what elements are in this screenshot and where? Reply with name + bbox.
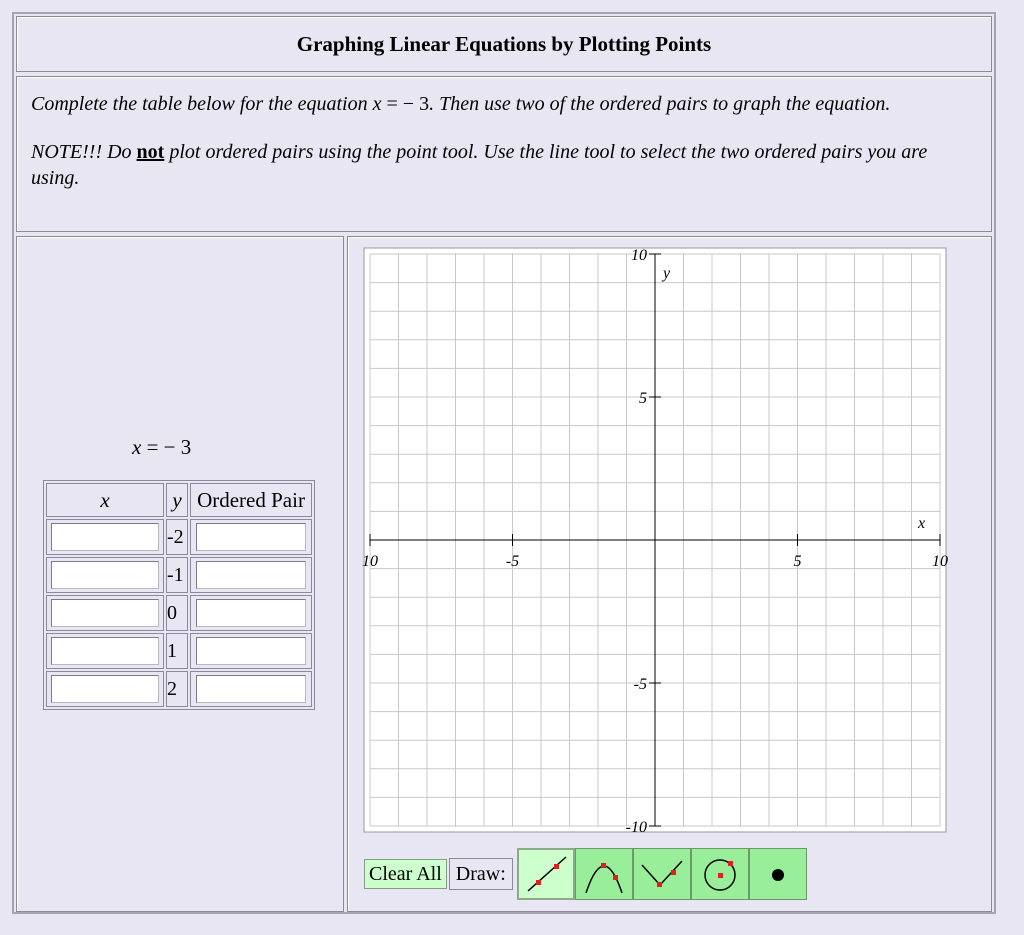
title-panel bbox=[16, 16, 992, 72]
table-row bbox=[46, 557, 312, 593]
y-tick-label: -5 bbox=[633, 676, 647, 693]
graph-panel bbox=[347, 236, 992, 912]
equation-value: − 3 bbox=[402, 93, 430, 115]
circle-tool-icon bbox=[696, 853, 744, 895]
draw-toolbar bbox=[364, 848, 807, 900]
graphing-canvas[interactable] bbox=[362, 247, 948, 836]
draw-label: Draw: bbox=[449, 858, 513, 890]
header-ordered-pair: Ordered Pair bbox=[190, 483, 312, 517]
header-x: x bbox=[46, 483, 164, 517]
y-axis-label: y bbox=[663, 265, 671, 282]
table-row bbox=[46, 633, 312, 669]
instructions-panel bbox=[16, 76, 992, 232]
x-tick-label: 10 bbox=[362, 553, 378, 570]
value-table bbox=[43, 480, 315, 710]
table-row bbox=[46, 671, 312, 707]
clear-all-button[interactable]: Clear All bbox=[364, 859, 447, 889]
point-tool-icon bbox=[754, 853, 802, 895]
note-suffix: plot ordered pairs using the point tool. Use the line tool to select the two ordered pairs you are using. bbox=[31, 141, 928, 189]
x-tick-label: -5 bbox=[505, 553, 520, 570]
point-tool-button[interactable] bbox=[749, 848, 807, 900]
y-tick-label: 10 bbox=[631, 247, 647, 264]
x-input-row-4[interactable] bbox=[51, 637, 159, 665]
tool-group bbox=[517, 848, 807, 900]
note-text bbox=[31, 139, 977, 191]
x-input-row-3[interactable] bbox=[51, 599, 159, 627]
x-input-row-2[interactable] bbox=[51, 561, 159, 589]
note-emphasis: not bbox=[136, 141, 165, 163]
x-tick-label: 5 bbox=[793, 553, 802, 570]
pair-input-row-1[interactable] bbox=[196, 523, 306, 551]
x-cell bbox=[46, 671, 164, 707]
absolute-value-tool-icon bbox=[638, 853, 686, 895]
header-y: y bbox=[166, 483, 188, 517]
pair-cell bbox=[190, 519, 312, 555]
x-axis-label: x bbox=[918, 515, 926, 532]
equation-variable: x bbox=[372, 93, 382, 115]
x-input-row-1[interactable] bbox=[51, 523, 159, 551]
equation-display bbox=[132, 435, 191, 460]
instruction-suffix: . Then use two of the ordered pairs to graph the equation. bbox=[429, 93, 891, 115]
y-value: 0 bbox=[166, 595, 188, 631]
pair-cell bbox=[190, 633, 312, 669]
y-value: -1 bbox=[166, 557, 188, 593]
x-cell bbox=[46, 633, 164, 669]
x-cell bbox=[46, 557, 164, 593]
y-tick-label: -10 bbox=[625, 819, 647, 836]
page-frame bbox=[12, 12, 996, 914]
equation-display-variable: x bbox=[132, 435, 142, 459]
pair-input-row-4[interactable] bbox=[196, 637, 306, 665]
circle-tool-button[interactable] bbox=[691, 848, 749, 900]
x-input-row-5[interactable] bbox=[51, 675, 159, 703]
pair-cell bbox=[190, 671, 312, 707]
y-value: 1 bbox=[166, 633, 188, 669]
parabola-tool-button[interactable] bbox=[575, 848, 633, 900]
equation-display-rest: = − 3 bbox=[141, 435, 192, 459]
x-cell bbox=[46, 519, 164, 555]
line-tool-button[interactable] bbox=[517, 848, 575, 900]
y-tick-label: 5 bbox=[639, 390, 647, 407]
y-value: 2 bbox=[166, 671, 188, 707]
note-prefix: NOTE!!! Do bbox=[31, 141, 137, 163]
y-value: -2 bbox=[166, 519, 188, 555]
x-cell bbox=[46, 595, 164, 631]
page-title: Graphing Linear Equations by Plotting Points bbox=[296, 31, 712, 56]
pair-cell bbox=[190, 595, 312, 631]
table-row bbox=[46, 595, 312, 631]
parabola-tool-icon bbox=[580, 853, 628, 895]
absolute-value-tool-button[interactable] bbox=[633, 848, 691, 900]
pair-input-row-3[interactable] bbox=[196, 599, 306, 627]
x-tick-label: 10 bbox=[932, 553, 948, 570]
table-row bbox=[46, 519, 312, 555]
table-panel bbox=[16, 236, 344, 912]
table-header-row bbox=[46, 483, 312, 517]
pair-input-row-2[interactable] bbox=[196, 561, 306, 589]
pair-cell bbox=[190, 557, 312, 593]
pair-input-row-5[interactable] bbox=[196, 675, 306, 703]
instruction-text bbox=[31, 91, 977, 117]
equation-equals: = bbox=[381, 93, 403, 115]
instruction-prefix: Complete the table below for the equation bbox=[31, 93, 373, 115]
line-tool-icon bbox=[522, 853, 570, 895]
